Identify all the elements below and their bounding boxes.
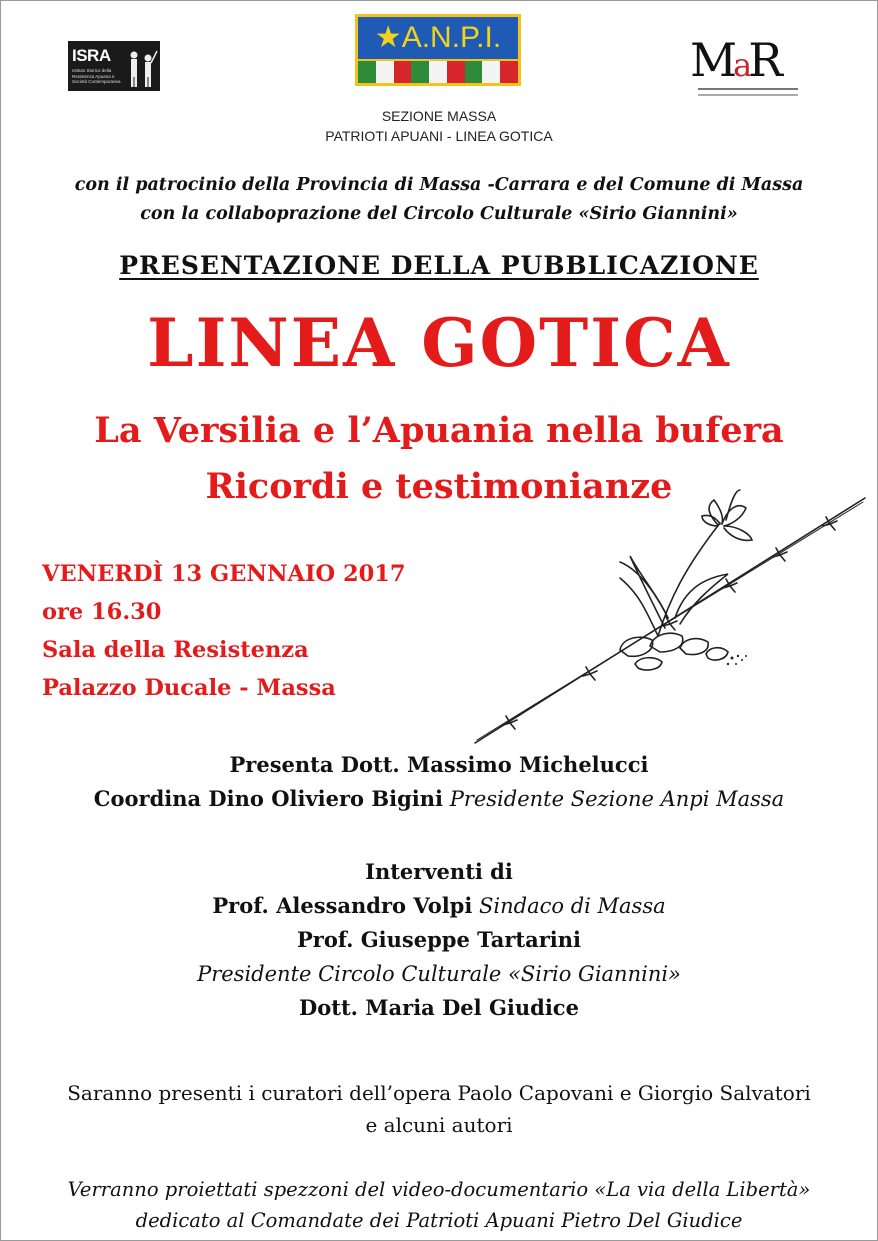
mar-logo-m: M xyxy=(690,33,734,87)
section-line-1: SEZIONE MASSA xyxy=(381,108,497,124)
event-time: ore 16.30 xyxy=(42,599,162,625)
mar-logo-caption-line xyxy=(698,94,798,96)
hosts-block xyxy=(0,748,878,816)
anpi-flag-stripe xyxy=(500,61,518,83)
anpi-logo-word: ★A.N.P.I. xyxy=(358,17,518,59)
isra-figures-icon xyxy=(126,49,158,89)
patronage-line-2: con la collaboprazione del Circolo Culturale «Sirio Giannini» xyxy=(140,204,738,224)
event-details xyxy=(42,555,406,707)
section-line-2: PATRIOTI APUANI - LINEA GOTICA xyxy=(325,128,553,144)
speaker-1-role: Sindaco di Massa xyxy=(479,894,666,918)
mar-logo-r: R xyxy=(748,33,779,87)
anpi-logo xyxy=(355,14,521,86)
subtitle-line-2: Ricordi e testimonianze xyxy=(205,466,673,507)
subtitle-line-1: La Versilia e l’Apuania nella bufera xyxy=(94,410,784,451)
closing-line-1: Saranno presenti i curatori dell’opera Paolo Capovani e Giorgio Salvatori xyxy=(67,1081,811,1105)
anpi-flag-stripe xyxy=(394,61,412,83)
closing-line-2: e alcuni autori xyxy=(365,1113,513,1137)
anpi-flag-stripe xyxy=(465,61,483,83)
speaker-3-name: Dott. Maria Del Giudice xyxy=(299,995,579,1020)
isra-logo-subtext: Istituto Storico della Resistenza Apuana e Società Contemporanea xyxy=(72,68,121,84)
anpi-flag-stripe xyxy=(482,61,500,83)
anpi-flag-stripe xyxy=(447,61,465,83)
anpi-flag-stripe xyxy=(376,61,394,83)
speaker-2-name: Prof. Giuseppe Tartarini xyxy=(296,927,582,952)
patronage-line-1: con il patrocinio della Provincia di Massa -Carrara e del Comune di Massa xyxy=(74,175,804,195)
host-coordina: Coordina Dino Oliviero Bigini xyxy=(93,786,443,811)
speakers-block xyxy=(0,855,878,1025)
event-venue: Sala della Resistenza xyxy=(42,637,309,663)
speaker-1-name: Prof. Alessandro Volpi xyxy=(212,893,473,918)
event-place: Palazzo Ducale - Massa xyxy=(42,675,336,701)
presentation-heading: PRESENTAZIONE DELLA PUBBLICAZIONE xyxy=(119,251,759,280)
mar-logo-caption-line xyxy=(698,88,798,90)
section-header xyxy=(0,106,878,146)
isra-logo-word: ISRA xyxy=(72,46,111,65)
host-coordina-role: Presidente Sezione Anpi Massa xyxy=(449,787,785,811)
host-presenta: Presenta Dott. Massimo Michelucci xyxy=(229,752,649,777)
video-line-1: Verranno proiettati spezzoni del video-documentario «La via della Libertà» xyxy=(67,1178,811,1201)
mar-logo-a: a xyxy=(733,46,749,84)
speaker-2-role: Presidente Circolo Culturale «Sirio Giannini» xyxy=(197,962,681,986)
mar-logo xyxy=(690,34,804,100)
flower-barbed-wire-illustration xyxy=(470,478,870,750)
isra-logo xyxy=(68,41,160,91)
video-line-2: dedicato al Comandate dei Patrioti Apuani Pietro Del Giudice xyxy=(135,1209,743,1232)
speakers-heading: Interventi di xyxy=(365,859,513,884)
patronage-block xyxy=(0,171,878,229)
anpi-flag-stripe xyxy=(429,61,447,83)
event-date: VENERDÌ 13 GENNAIO 2017 xyxy=(42,561,406,587)
anpi-flag-stripe xyxy=(358,61,376,83)
book-title: LINEA GOTICA xyxy=(147,304,731,382)
closing-note xyxy=(0,1077,878,1141)
video-note xyxy=(0,1174,878,1236)
anpi-flag-stripe xyxy=(411,61,429,83)
anpi-flag-stripes xyxy=(358,61,518,83)
